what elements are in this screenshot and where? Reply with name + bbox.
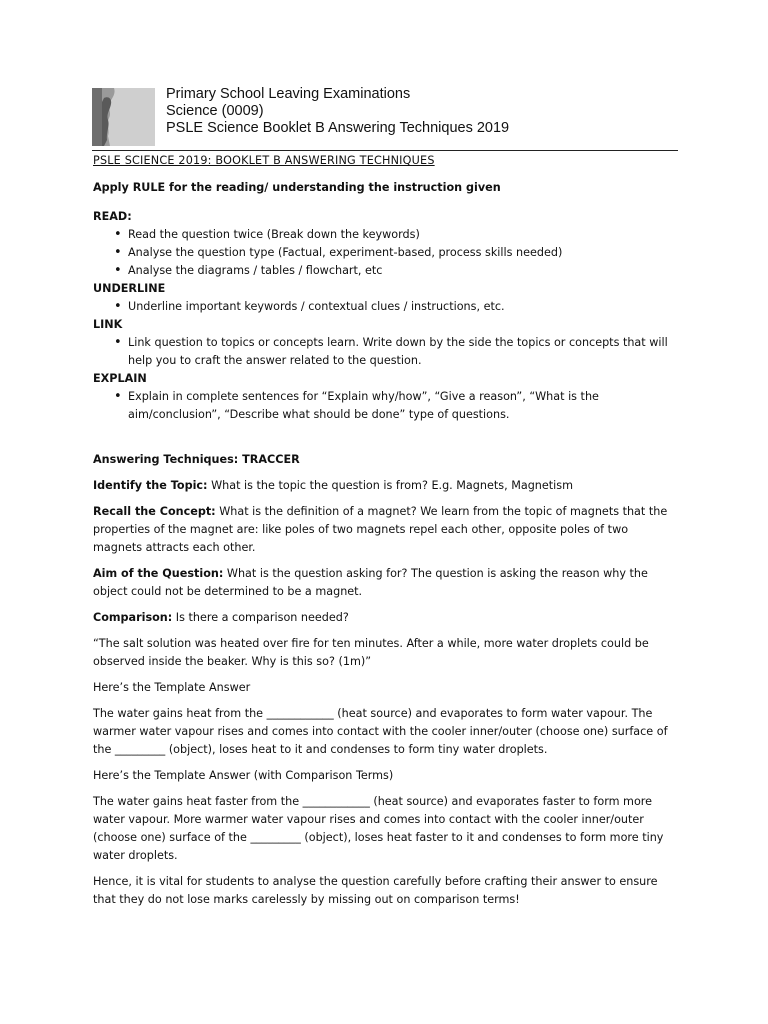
list-item: • Analyse the diagrams / tables / flowchart, etc xyxy=(128,262,677,280)
template-answer: The water gains heat from the ____________ (heat source) and evaporates to form water vapour. The warmer water vapour rises and comes into contact with the cooler inner/outer (choose one) surface of the _________ (object), loses heat to it and condenses to form tiny water droplets. xyxy=(93,707,668,756)
example-question: “The salt solution was heated over fire for ten minutes. After a while, more water droplets could be observed inside the beaker. Why is this so? (1m)” xyxy=(93,637,649,668)
explain-list xyxy=(93,388,677,424)
list-item: • Read the question twice (Break down the keywords) xyxy=(128,226,677,244)
aim-question-text: What is the question asking for? The question is asking the reason why the object could not be determined to be a magnet. xyxy=(93,567,648,598)
document-header xyxy=(92,86,678,150)
aim-question-label: Aim of the Question: xyxy=(93,567,224,580)
underline-heading: UNDERLINE xyxy=(93,282,166,295)
document-title: PSLE SCIENCE 2019: BOOKLET B ANSWERING TECHNIQUES xyxy=(93,154,435,167)
recall-concept-label: Recall the Concept: xyxy=(93,505,216,518)
header-line-exam: Primary School Leaving Examinations xyxy=(166,86,411,102)
list-item: • Analyse the question type (Factual, experiment-based, process skills needed) xyxy=(128,244,677,262)
recall-concept-paragraph xyxy=(93,503,677,557)
intro-instruction: Apply RULE for the reading/ understanding the instruction given xyxy=(93,181,501,194)
explain-heading: EXPLAIN xyxy=(93,372,147,385)
document-body xyxy=(93,152,677,909)
comparison-text: Is there a comparison needed? xyxy=(172,611,349,624)
header-line-subject: Science (0009) xyxy=(166,103,264,119)
comparison-template-answer: The water gains heat faster from the ____________ (heat source) and evaporates faster to form more water vapour. More warmer water vapour rises and comes into contact with the cooler inner/outer (choose one) surface of the _________ (object), loses heat faster to it and condenses to form more tiny water droplets. xyxy=(93,795,664,862)
link-list xyxy=(93,334,677,370)
recall-concept-text: What is the definition of a magnet? We learn from the topic of magnets that the properties of the magnet are: like poles of two magnets repel each other, opposite poles of two magnets attracts each other. xyxy=(93,505,668,554)
conclusion-paragraph: Hence, it is vital for students to analyse the question carefully before crafting their answer to ensure that they do not lose marks carelessly by missing out on comparison terms! xyxy=(93,875,658,906)
identify-topic-label: Identify the Topic: xyxy=(93,479,208,492)
header-line-booklet: PSLE Science Booklet B Answering Techniques 2019 xyxy=(166,120,510,136)
template-heading: Here’s the Template Answer xyxy=(93,681,251,694)
comparison-paragraph xyxy=(93,609,677,627)
header-text-block xyxy=(166,86,509,137)
list-item: • Explain in complete sentences for “Explain why/how”, “Give a reason”, “What is the aim/conclusion”, “Describe what should be done” type of questions. xyxy=(128,388,677,424)
tracer-heading: Answering Techniques: TRACCER xyxy=(93,453,300,466)
silhouette-logo-icon xyxy=(92,88,155,146)
list-item: • Link question to topics or concepts learn. Write down by the side the topics or concepts that will help you to craft the answer related to the question. xyxy=(128,334,677,370)
aim-question-paragraph xyxy=(93,565,677,601)
list-item: • Underline important keywords / contextual clues / instructions, etc. xyxy=(128,298,677,316)
read-list xyxy=(93,226,677,280)
header-divider xyxy=(92,150,678,151)
comparison-template-heading: Here’s the Template Answer (with Comparison Terms) xyxy=(93,769,394,782)
identify-topic-text: What is the topic the question is from? E.g. Magnets, Magnetism xyxy=(207,479,573,492)
identify-topic-paragraph xyxy=(93,477,677,495)
link-heading: LINK xyxy=(93,318,123,331)
read-heading: READ: xyxy=(93,210,132,223)
comparison-label: Comparison: xyxy=(93,611,173,624)
underline-list xyxy=(93,298,677,316)
